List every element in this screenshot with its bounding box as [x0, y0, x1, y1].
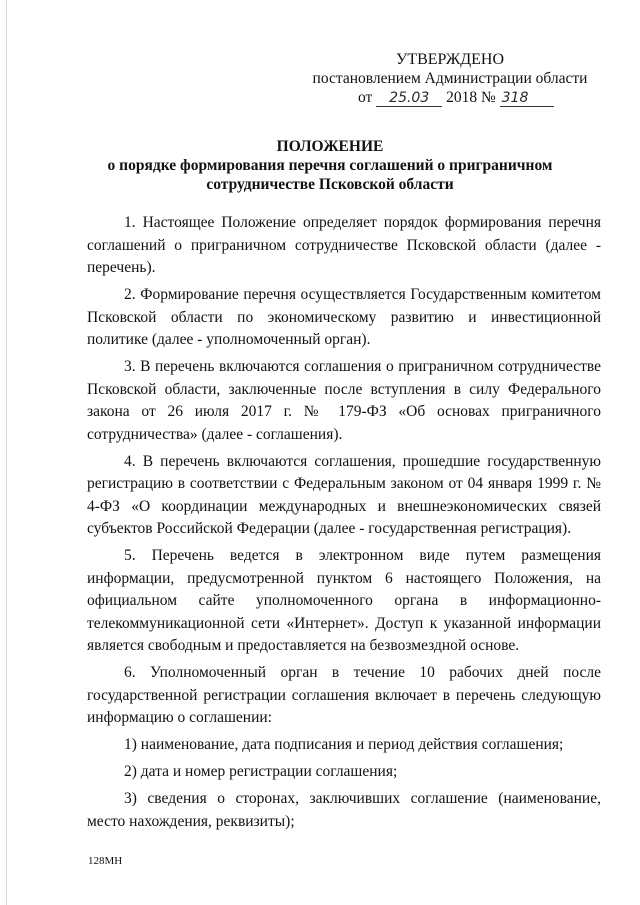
document-subtitle: о порядке формирования перечня соглашений о приграничном сотрудничестве Псковской области	[107, 157, 553, 193]
approval-title: УТВЕРЖДЕНО	[395, 51, 504, 68]
approval-subtitle: постановлением Администрации области	[312, 70, 588, 87]
paragraph-3: 3. В перечень включаются соглашения о приграничном сотрудничестве Псковской области, заключенные после вступления в силу Федерального закона от 26 июля 2017 г. № 179-ФЗ «Об основах приграничного сотрудничества» (далее - соглашения).	[87, 358, 601, 443]
list-item-2: 2) дата и номер регистрации соглашения;	[124, 763, 398, 780]
handwritten-number: 318	[500, 90, 554, 107]
document-body	[87, 212, 601, 838]
footer-code: 128МН	[88, 855, 123, 867]
list-item-1: 1) наименование, дата подписания и период действия соглашения;	[124, 736, 564, 753]
list-item-3: 3) сведения о сторонах, заключивших соглашение (наименование, место нахождения, реквизиты);	[87, 790, 601, 830]
document-title: ПОЛОЖЕНИЕ	[276, 138, 384, 155]
approval-date-line	[300, 88, 600, 108]
paragraph-5: 5. Перечень ведется в электронном виде путем размещения информации, предусмотренной пунктом 6 настоящего Положения, на официальном сайте уполномоченного органа в информационно-телекоммуникационной сети «Интернет». Доступ к указанной информации является свободным и предоставляется на безвозмездной основе.	[87, 547, 601, 654]
handwritten-date: 25.03	[376, 90, 442, 107]
year-text: 2018 №	[446, 89, 496, 106]
scan-edge-line	[6, 0, 7, 905]
date-prefix: от	[358, 89, 373, 106]
document-heading	[90, 137, 570, 194]
paragraph-1: 1. Настоящее Положение определяет порядок формирования перечня соглашений о приграничном сотрудничестве Псковской области (далее - перечень).	[87, 214, 601, 276]
paragraph-6: 6. Уполномоченный орган в течение 10 рабочих дней после государственной регистрации соглашения включает в перечень следующую информацию о соглашении:	[87, 664, 601, 726]
approval-block	[300, 50, 600, 108]
paragraph-4: 4. В перечень включаются соглашения, прошедшие государственную регистрацию в соответствии с Федеральным законом от 04 января 1999 г. № 4-ФЗ «О координации международных и внешнеэкономических связей субъектов Российской Федерации (далее - государственная регистрация).	[87, 452, 601, 537]
paragraph-2: 2. Формирование перечня осуществляется Государственным комитетом Псковской области по экономическому развитию и инвестиционной политике (далее - уполномоченный орган).	[87, 286, 601, 348]
